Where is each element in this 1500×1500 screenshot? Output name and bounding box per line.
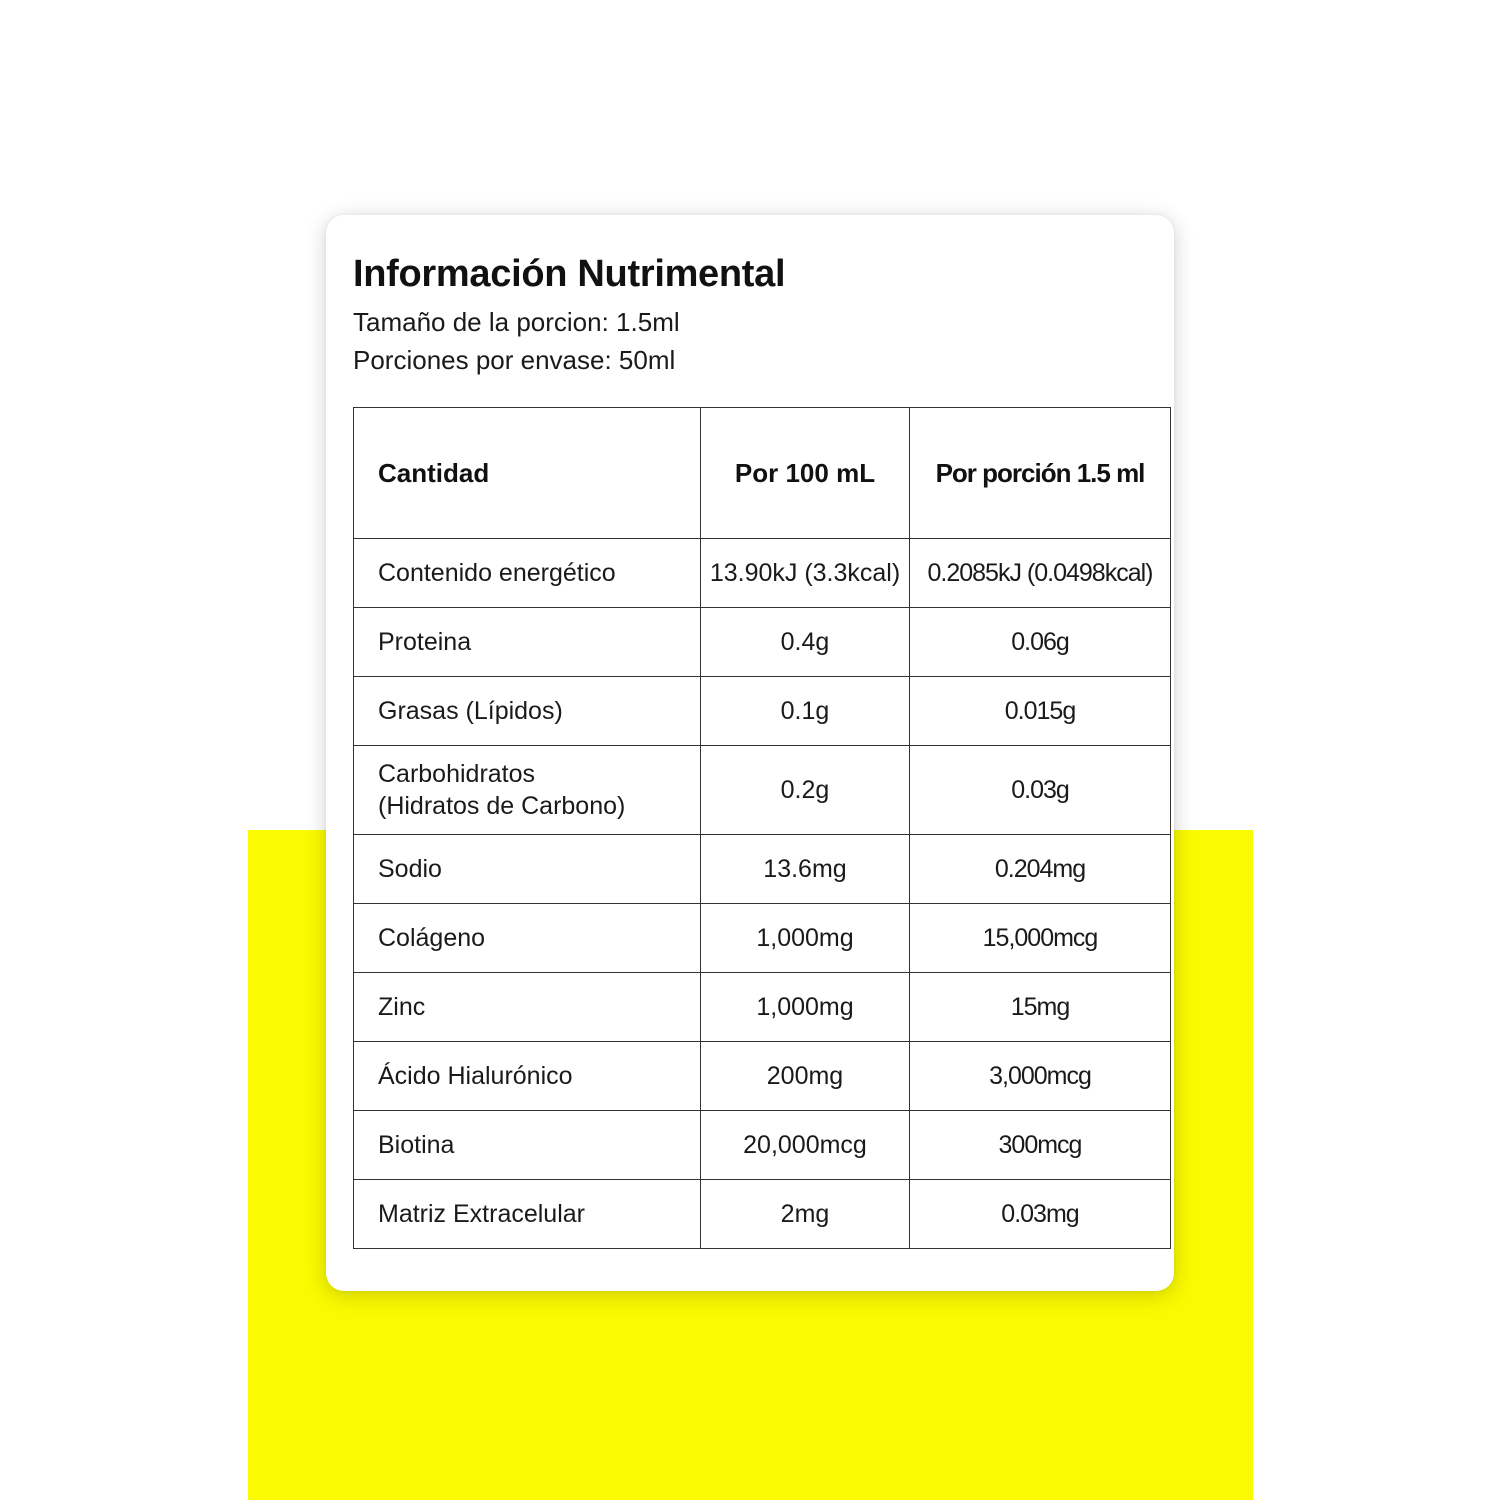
per-serving-value: 300mcg — [910, 1111, 1171, 1180]
nutrient-name-line1: Carbohidratos — [378, 760, 536, 788]
per-100ml-value: 13.90kJ (3.3kcal) — [701, 539, 910, 608]
card-title: Información Nutrimental — [353, 253, 786, 295]
per-serving-value: 0.06g — [910, 608, 1171, 677]
header-per-100ml: Por 100 mL — [701, 408, 910, 539]
nutrient-name: Matriz Extracelular — [354, 1180, 701, 1249]
table-row — [354, 1042, 1171, 1111]
table-row — [354, 608, 1171, 677]
servings-per-container: Porciones por envase: 50ml — [353, 345, 676, 375]
serving-size: Tamaño de la porcion: 1.5ml — [353, 307, 680, 337]
nutrition-table — [353, 407, 1171, 1249]
per-100ml-value: 13.6mg — [701, 835, 910, 904]
per-serving-value: 0.204mg — [910, 835, 1171, 904]
per-serving-value: 0.03mg — [910, 1180, 1171, 1249]
table-row — [354, 904, 1171, 973]
per-serving-value: 15,000mcg — [910, 904, 1171, 973]
per-serving-value: 0.015g — [910, 677, 1171, 746]
table-row — [354, 539, 1171, 608]
per-100ml-value: 0.2g — [701, 746, 910, 835]
nutrient-name: Biotina — [354, 1111, 701, 1180]
nutrient-name: Zinc — [354, 973, 701, 1042]
nutrient-name: Ácido Hialurónico — [354, 1042, 701, 1111]
nutrient-name: Colágeno — [354, 904, 701, 973]
per-100ml-value: 0.1g — [701, 677, 910, 746]
table-row — [354, 835, 1171, 904]
per-serving-value: 15mg — [910, 973, 1171, 1042]
nutrient-name — [354, 746, 701, 835]
table-row — [354, 1180, 1171, 1249]
nutrient-name: Grasas (Lípidos) — [354, 677, 701, 746]
per-100ml-value: 20,000mcg — [701, 1111, 910, 1180]
table-row — [354, 1111, 1171, 1180]
per-serving-value: 0.03g — [910, 746, 1171, 835]
table-header-row — [354, 408, 1171, 539]
per-100ml-value: 1,000mg — [701, 904, 910, 973]
per-serving-value: 3,000mcg — [910, 1042, 1171, 1111]
table-row — [354, 746, 1171, 835]
table-row — [354, 677, 1171, 746]
nutrient-name: Proteina — [354, 608, 701, 677]
table-row — [354, 973, 1171, 1042]
nutrient-name: Contenido energético — [354, 539, 701, 608]
per-serving-value: 0.2085kJ (0.0498kcal) — [910, 539, 1171, 608]
nutrition-card — [326, 215, 1174, 1291]
per-100ml-value: 2mg — [701, 1180, 910, 1249]
per-100ml-value: 200mg — [701, 1042, 910, 1111]
header-per-serving: Por porción 1.5 ml — [910, 408, 1171, 539]
nutrient-name: Sodio — [354, 835, 701, 904]
per-100ml-value: 0.4g — [701, 608, 910, 677]
header-quantity: Cantidad — [354, 408, 701, 539]
nutrient-name-line2: (Hidratos de Carbono) — [378, 792, 626, 820]
per-100ml-value: 1,000mg — [701, 973, 910, 1042]
